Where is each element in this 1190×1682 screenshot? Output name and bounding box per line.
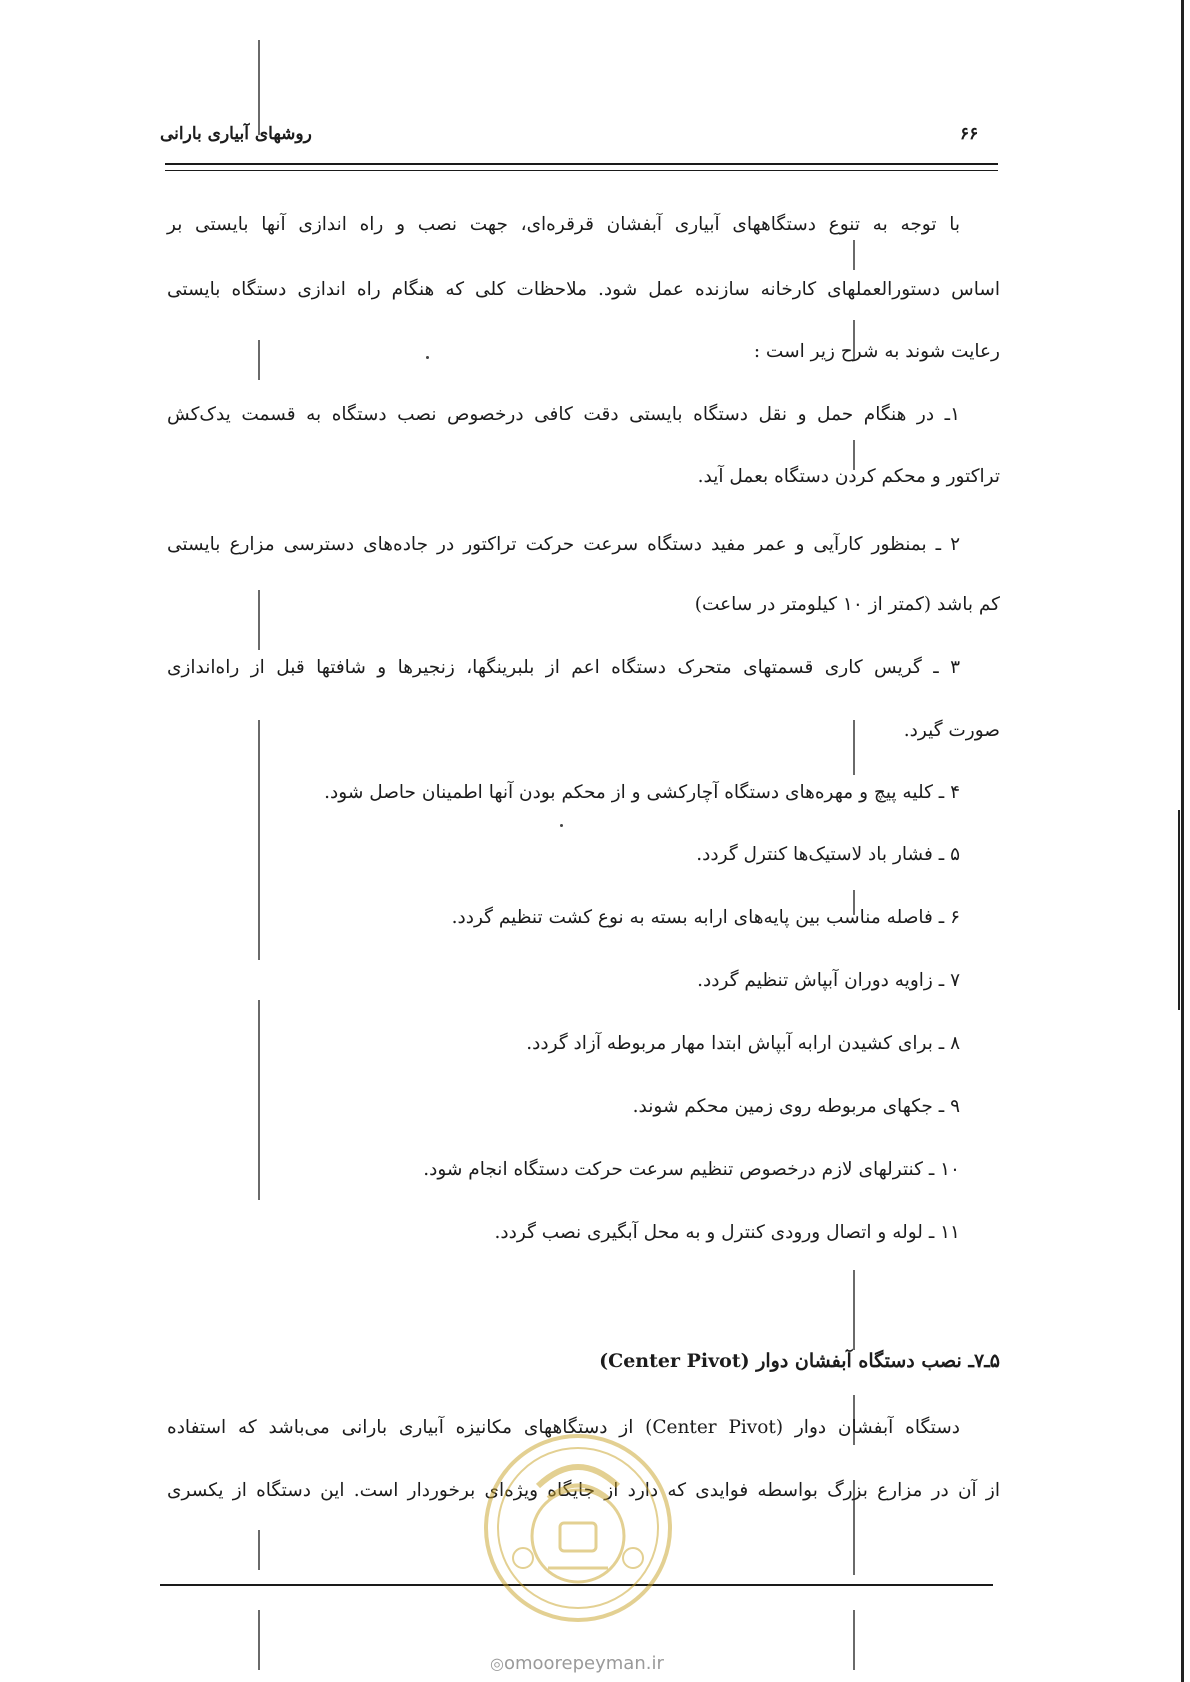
body-line: از آن در مزارع بزرگ بواسطه فوایدی که دارد از جایگاه ویژه‌ای برخوردار است. این دستگاه از یکسری xyxy=(167,1480,1000,1501)
globe-icon: ◎ xyxy=(490,1654,504,1673)
scan-artifact-line xyxy=(258,40,260,135)
page-edge-shadow xyxy=(1181,0,1184,1682)
list-item: تراکتور و محکم کردن دستگاه بعمل آید. xyxy=(697,466,1000,487)
body-line: رعایت شوند به شرح زیر است : xyxy=(753,341,1000,362)
list-item: کم باشد (کمتر از ۱۰ کیلومتر در ساعت) xyxy=(694,594,1000,615)
running-header-title: روشهای آبیاری بارانی xyxy=(160,124,312,144)
scan-artifact-line xyxy=(258,1530,260,1570)
header-rule xyxy=(165,163,998,165)
watermark-url xyxy=(490,1653,664,1674)
watermark-url-text: omoorepeyman.ir xyxy=(503,1653,664,1674)
list-item: ۱ـ در هنگام حمل و نقل دستگاه بایستی دقت کافی درخصوص نصب دستگاه به قسمت یدک‌کش xyxy=(167,404,960,425)
list-item: ۸ ـ برای کشیدن ارابه آبپاش ابتدا مهار مربوطه آزاد گردد. xyxy=(526,1033,960,1054)
list-item: ۷ ـ زاویه دوران آبپاش تنظیم گردد. xyxy=(697,970,960,991)
page-edge-mark xyxy=(1178,810,1180,1010)
scan-speck xyxy=(560,824,563,827)
list-item: ۴ ـ کلیه پیچ و مهره‌های دستگاه آچارکشی و از محکم بودن آنها اطمینان حاصل شود. xyxy=(324,782,960,803)
section-heading: ۵ـ۷ـ نصب دستگاه آبفشان دوار (Center Pivot) xyxy=(599,1350,1000,1372)
page-number: ۶۶ xyxy=(960,124,979,144)
body-line: اساس دستورالعملهای کارخانه سازنده عمل شود. ملاحظات کلی که هنگام راه اندازی دستگاه بایستی xyxy=(167,279,1000,300)
seal-logo-icon xyxy=(478,1428,678,1628)
body-line: با توجه به تنوع دستگاههای آبیاری آبفشان قرقره‌ای، جهت نصب و راه اندازی آنها بایستی بر xyxy=(167,214,960,235)
scan-artifact-line xyxy=(258,340,260,380)
header-rule-thin xyxy=(165,170,998,171)
scan-artifact-line xyxy=(258,1610,260,1670)
scan-artifact-line xyxy=(853,240,855,270)
list-item: ۶ ـ فاصله مناسب بین پایه‌های ارابه بسته به نوع کشت تنظیم گردد. xyxy=(451,907,960,928)
list-item: ۱۰ ـ کنترلهای لازم درخصوص تنظیم سرعت حرکت دستگاه انجام شود. xyxy=(423,1159,960,1180)
scan-artifact-line xyxy=(258,720,260,960)
list-item: ۵ ـ فشار باد لاستیک‌ها کنترل گردد. xyxy=(696,844,960,865)
list-item: ۹ ـ جکهای مربوطه روی زمین محکم شوند. xyxy=(632,1096,960,1117)
scan-artifact-line xyxy=(258,590,260,650)
scan-artifact-line xyxy=(853,1270,855,1350)
scan-artifact-line xyxy=(258,1000,260,1200)
scan-speck xyxy=(426,356,429,359)
list-item: ۳ ـ گریس کاری قسمتهای متحرک دستگاه اعم از بلبرینگها، زنجیرها و شافتها قبل از راه‌اندازی xyxy=(167,657,960,678)
list-item: ۱۱ ـ لوله و اتصال ورودی کنترل و به محل آبگیری نصب گردد. xyxy=(494,1222,960,1243)
list-item: صورت گیرد. xyxy=(903,720,1000,741)
scan-artifact-line xyxy=(853,1610,855,1670)
scan-artifact-line xyxy=(853,720,855,775)
list-item: ۲ ـ بمنظور کارآیی و عمر مفید دستگاه سرعت حرکت تراکتور در جاده‌های دسترسی مزارع بایستی xyxy=(167,534,960,555)
body-line: دستگاه آبفشان دوار (Center Pivot) از دستگاههای مکانیزه آبیاری بارانی می‌باشد که استفاده xyxy=(167,1417,960,1438)
